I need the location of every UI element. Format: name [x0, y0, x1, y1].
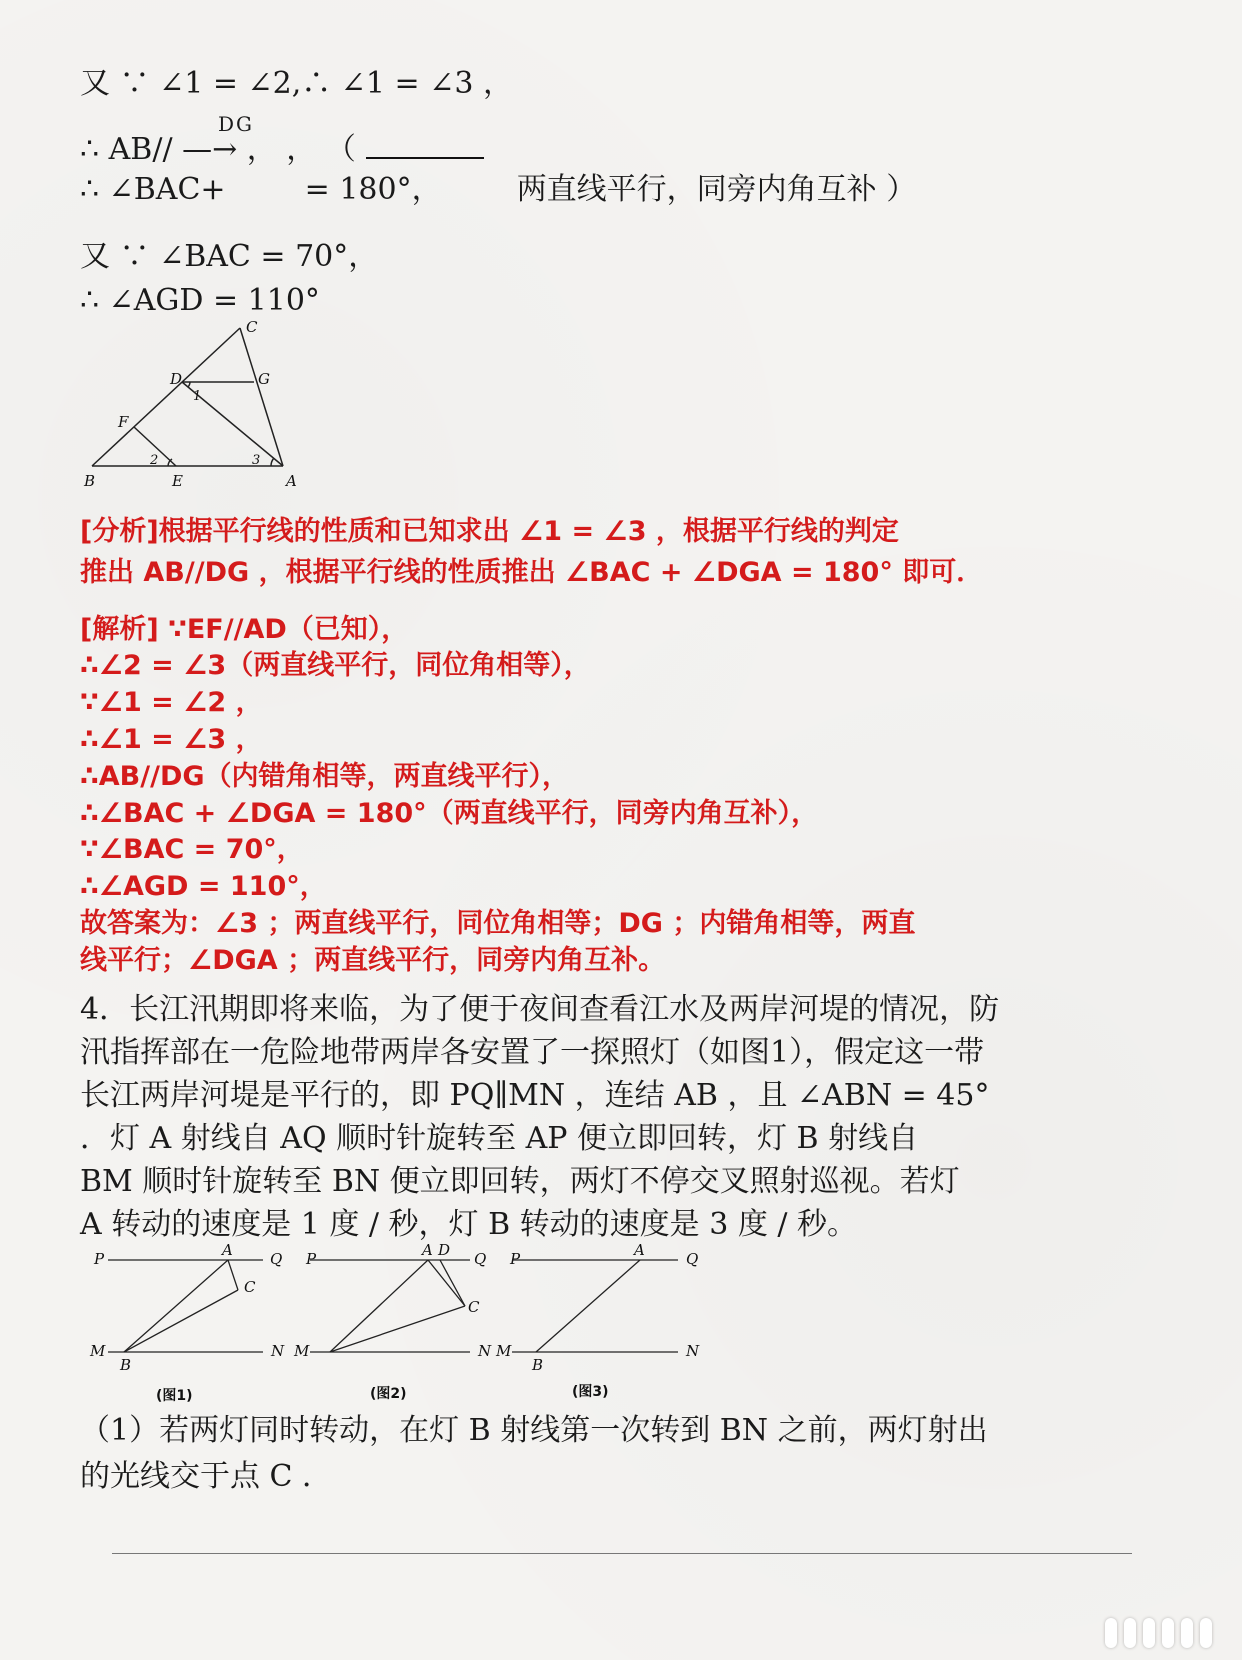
f3-label-m: M: [496, 1342, 512, 1360]
solution-line-1: [解析] ∵EF//AD（已知），: [80, 614, 409, 645]
caption-fig1: (图1): [156, 1388, 193, 1404]
f2-label-m: M: [294, 1342, 310, 1360]
caption-fig3: (图3): [572, 1384, 609, 1400]
proof-line-3a: ∴ ∠BAC+: [80, 172, 226, 207]
f1-label-m: M: [90, 1342, 106, 1360]
triangle-figure: [80, 316, 320, 492]
f2-label-q: Q: [474, 1250, 487, 1268]
question-1-line-1: （1）若两灯同时转动，在灯 B 射线第一次转到 BN 之前，两灯射出: [80, 1413, 988, 1448]
solution-line-7: ∵∠BAC = 70°，: [80, 834, 304, 865]
solution-line-5: ∴AB//DG（内错角相等，两直线平行），: [80, 761, 570, 792]
f1-label-c: C: [244, 1278, 256, 1296]
solution-line-4: ∴∠1 = ∠3 ，: [80, 724, 263, 755]
f2-label-d: D: [438, 1241, 451, 1259]
label-d: D: [170, 370, 183, 388]
proof-line-2-text: ∴ AB// —→ ， ， （: [80, 132, 356, 167]
f3-label-q: Q: [686, 1250, 699, 1268]
proof-line-3: [80, 170, 916, 210]
f1-label-p: P: [94, 1250, 105, 1268]
label-angle-2: 2: [150, 453, 159, 468]
f3-label-n: N: [686, 1342, 700, 1360]
label-e: E: [172, 472, 183, 490]
proof-line-5: ∴ ∠AGD = 110°: [80, 283, 320, 318]
f1-label-a: A: [222, 1241, 233, 1259]
f3-label-b: B: [532, 1356, 544, 1374]
proof-line-3c: 两直线平行，同旁内角互补 ）: [516, 172, 917, 207]
proof-line-3b: = 180°，: [304, 172, 442, 207]
label-a: A: [286, 472, 297, 490]
solution-line-8: ∴∠AGD = 110°，: [80, 871, 327, 902]
caption-fig2: (图2): [370, 1386, 407, 1402]
river-figures: [88, 1240, 708, 1410]
problem4-line-6: A 转动的速度是 1 度 / 秒，灯 B 转动的速度是 3 度 / 秒。: [80, 1207, 857, 1242]
label-angle-1: 1: [193, 389, 202, 404]
f3-label-a: A: [634, 1241, 645, 1259]
f2-label-p: P: [306, 1250, 317, 1268]
question-1-line-2: 的光线交于点 C ．: [80, 1459, 333, 1494]
problem4-line-5: BM 顺时针旋转至 BN 便立即回转，两灯不停交叉照射巡视。若灯: [80, 1164, 960, 1199]
proof-line-2: [80, 130, 484, 170]
problem4-line-1: 4．长江汛期即将来临，为了便于夜间查看江水及两岸河堤的情况，防: [80, 992, 1000, 1027]
analysis-line-1: [分析]根据平行线的性质和已知求出 ∠1 = ∠3 ，根据平行线的判定: [80, 516, 899, 547]
problem4-line-3: 长江两岸河堤是平行的，即 PQ∥MN ，连结 AB ，且 ∠ABN = 45°: [80, 1078, 990, 1113]
label-g: G: [258, 370, 270, 388]
f2-label-c: C: [468, 1298, 480, 1316]
f2-label-a: A: [422, 1241, 433, 1259]
solution-line-2: ∴∠2 = ∠3（两直线平行，同位角相等），: [80, 650, 591, 681]
problem4-line-2: 汛指挥部在一危险地带两岸各安置了一探照灯（如图1），假定这一带: [80, 1035, 985, 1070]
label-c: C: [246, 318, 258, 336]
solution-line-10: 线平行；∠DGA ；两直线平行，同旁内角互补。: [80, 945, 666, 976]
solution-line-3: ∵∠1 = ∠2 ，: [80, 687, 263, 718]
f1-label-q: Q: [270, 1250, 283, 1268]
solution-line-6: ∴∠BAC + ∠DGA = 180°（两直线平行，同旁内角互补），: [80, 798, 819, 829]
arrow-label-dg: DG: [218, 112, 255, 136]
f1-label-n: N: [271, 1342, 285, 1360]
f2-label-n: N: [478, 1342, 492, 1360]
watermark-bars-icon: [1105, 1618, 1212, 1648]
problem4-line-4: ．灯 A 射线自 AQ 顺时针旋转至 AP 便立即回转，灯 B 射线自: [80, 1121, 919, 1156]
page-divider: [112, 1553, 1132, 1554]
f3-label-p: P: [510, 1250, 521, 1268]
label-b: B: [84, 472, 96, 490]
label-angle-3: 3: [252, 453, 261, 468]
proof-line-4: 又 ∵ ∠BAC = 70°，: [80, 239, 379, 274]
label-f: F: [118, 413, 129, 431]
answer-blank: [366, 131, 484, 159]
f1-label-b: B: [120, 1356, 132, 1374]
solution-line-9: 故答案为：∠3 ；两直线平行，同位角相等；DG ；内错角相等，两直: [80, 908, 916, 939]
proof-line-1: 又 ∵ ∠1 = ∠2,∴ ∠1 = ∠3 ，: [80, 66, 513, 101]
analysis-line-2: 推出 AB//DG ，根据平行线的性质推出 ∠BAC + ∠DGA = 180° 即可．: [80, 557, 984, 588]
